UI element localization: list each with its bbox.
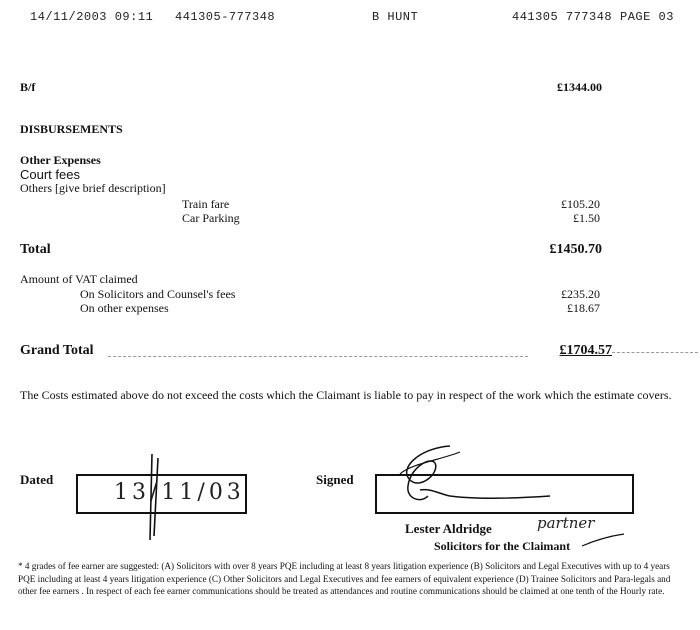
fax-receiver-number: 441305 777348 [512,10,613,24]
other-expenses-heading: Other Expenses [20,153,101,167]
vat-heading: Amount of VAT claimed [20,272,138,286]
vat-item-amount: £235.20 [561,287,600,301]
handwritten-note: partner [537,514,595,532]
expense-item-amount: £105.20 [561,197,600,211]
brought-forward-amount: £1344.00 [557,80,602,94]
fax-page-number: PAGE 03 [620,10,674,24]
brought-forward-label: B/f [20,80,36,94]
expense-item-label: Car Parking [182,211,240,225]
vat-item-label: On Solicitors and Counsel's fees [80,287,236,301]
costs-statement: The Costs estimated above do not exceed the costs which the Claimant is liable to pay in respect of the work which the estimate covers. [20,388,672,402]
total-amount: £1450.70 [549,242,602,257]
grand-total-label: Grand Total [20,343,94,358]
date-scribble [130,452,180,542]
handwritten-date: 13/11/03 [114,480,245,505]
footnote: * 4 grades of fee earner are suggested: (A) Solicitors with over 8 years PQE including at least 8 years litigation experience (B) Solicitors and Legal Executives with up to 4 years PQE including at least 4 years litigation experience (C) Other Solicitors and Legal Executives and fee earners of equivalent experience (D) Trainee Solicitors and Para-legals and other fee earners . In respect of each fee earner communications should be treated as attendances and routine communications should be claimed at one tenth of the Hourly rate. [18,561,671,596]
fax-sender-number: 441305-777348 [175,10,276,24]
note-stroke [578,528,628,550]
signed-label: Signed [316,472,354,487]
grand-total-amount: £1704.57 [559,343,612,358]
signature-mark [380,438,580,518]
expense-item-label: Train fare [182,197,230,211]
vat-item-label: On other expenses [80,301,169,315]
grand-total-leader-line [108,356,528,357]
court-fees-label: Court fees [20,167,80,182]
signatory-name: Lester Aldridge [405,521,492,536]
total-label: Total [20,242,51,257]
vat-item-amount: £18.67 [567,301,600,315]
expense-item-amount: £1.50 [573,211,600,225]
grand-total-trailing-line [612,352,698,353]
dated-label: Dated [20,472,54,487]
others-description-label: Others [give brief description] [20,181,166,195]
disbursements-heading: DISBURSEMENTS [20,122,123,136]
signatory-role: Solicitors for the Claimant [434,539,571,553]
fax-name: B HUNT [372,10,419,24]
fax-datetime: 14/11/2003 09:11 [30,10,154,24]
